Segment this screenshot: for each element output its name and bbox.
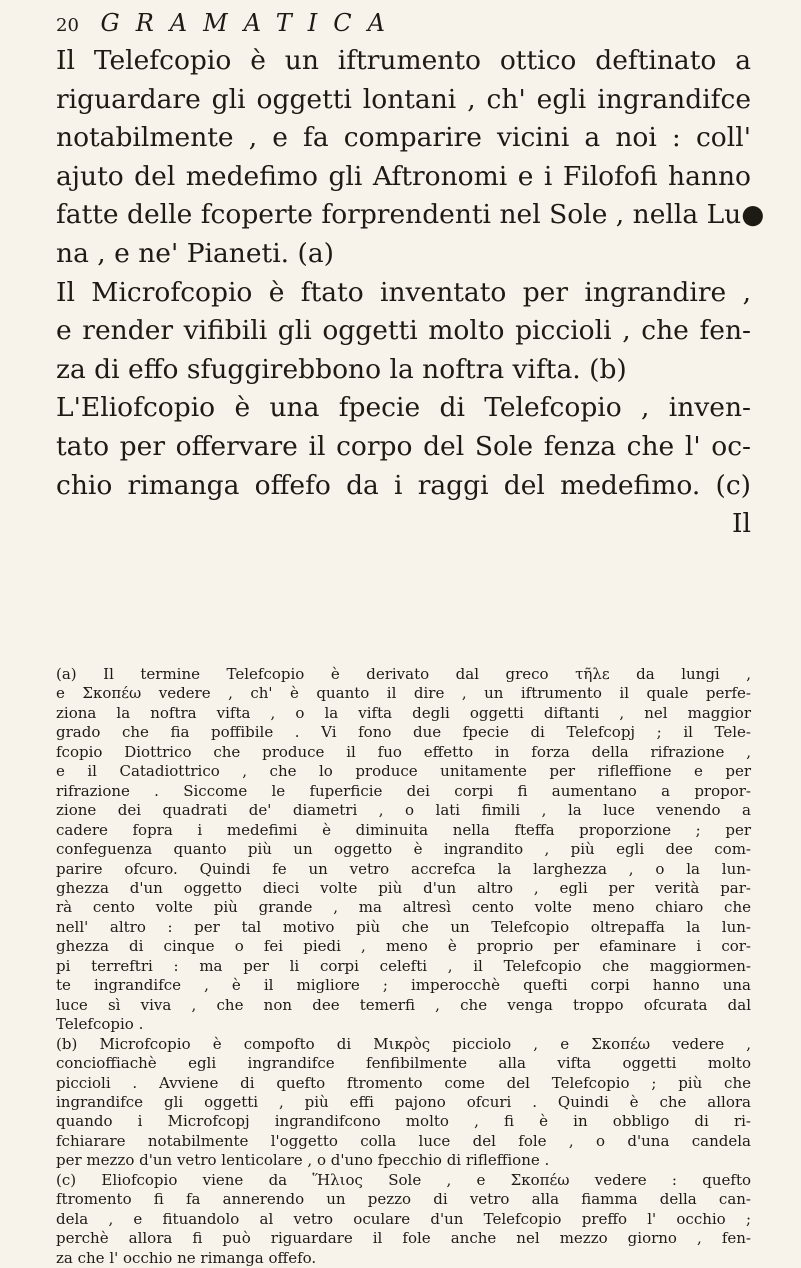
footnote-line: piccioli . Avviene di quefto ftromento come del Telefcopio ; più che bbox=[56, 1073, 751, 1092]
text-line: chio rimanga offefo da i raggi del medefimo. (c) bbox=[56, 469, 751, 501]
text-line: e render vifibili gli oggetti molto piccioli , che fen- bbox=[56, 315, 751, 347]
running-head bbox=[56, 6, 746, 43]
footnote-line: dela , e fituandolo al vetro oculare d'un Telefcopio preffo l' occhio ; bbox=[56, 1209, 751, 1228]
footnote-line: fcopio Diottrico che produce il fuo effetto in forza della rifrazione , bbox=[56, 742, 751, 761]
text-line: za di effo sfuggirebbono la noftra vifta. (b) bbox=[56, 353, 627, 385]
footnote-line: za che l' occhio ne rimanga offefo. bbox=[56, 1248, 317, 1267]
footnote-line: e Σκοπέω vedere , ch' è quanto il dire , un iftrumento il quale perfe- bbox=[56, 684, 751, 703]
footnote-line: confeguenza quanto più un oggetto è ingrandito , più egli dee com- bbox=[56, 840, 751, 859]
footnote-line: ziona la noftra vifta , o la vifta degli oggetti diftanti , nel maggior bbox=[56, 703, 751, 722]
footnote-line: cadere fopra i medefimi è diminuita nella fteffa proporzione ; per bbox=[56, 820, 751, 839]
text-line: notabilmente , e fa comparire vicini a noi : coll' bbox=[56, 122, 751, 154]
footnote-line: ghezza di cinque o fei piedi , meno è proprio per efaminare i cor- bbox=[56, 937, 751, 956]
footnote-line: ghezza d'un oggetto dieci volte più d'un altro , egli per verità par- bbox=[56, 878, 751, 897]
footnote-line: perchè allora fi può riguardare il fole anche nel mezzo giorno , fen- bbox=[56, 1229, 751, 1248]
running-title: GRAMATICA bbox=[100, 9, 401, 37]
footnote-line: nell' altro : per tal motivo più che un Telefcopio oltrepaffa la lun- bbox=[56, 917, 751, 936]
footnote-line: quando i Microfcopj ingrandifcono molto , fi è in obbligo di ri- bbox=[56, 1112, 751, 1131]
footnote-line: rà cento volte più grande , ma altresì cento volte meno chiaro che bbox=[56, 898, 751, 917]
footnote-line: (c) Eliofcopio viene da Ἥλιος Sole , e Σκοπέω vedere : quefto bbox=[56, 1170, 751, 1189]
text-line: Il Microfcopio è ftato inventato per ingrandire , bbox=[56, 276, 751, 308]
footnote-line: concioffiachè egli ingrandifce fenfibilmente alla vifta oggetti molto bbox=[56, 1054, 751, 1073]
footnote-line: luce sì viva , che non dee temerfi , che venga troppo ofcurata dal bbox=[56, 995, 751, 1014]
footnote-line: (b) Microfcopio è compofto di Μικρὸς picciolo , e Σκοπέω vedere , bbox=[56, 1034, 751, 1053]
text-line: Il Telefcopio è un iftrumento ottico deftinato a bbox=[56, 45, 751, 76]
footnote-line: zione dei quadrati de' diametri , o lati fimili , la luce venendo a bbox=[56, 801, 751, 820]
footnote-line: per mezzo d'un vetro lenticolare , o d'uno fpecchio di rifleffione . bbox=[56, 1151, 550, 1170]
text-line: fatte delle fcoperte forprendenti nel Sole , nella Lu● bbox=[56, 199, 765, 231]
footnote-line: fchiarare notabilmente l'oggetto colla luce del fole , o d'una candela bbox=[56, 1131, 751, 1150]
catchword: Il bbox=[732, 508, 751, 540]
main-text bbox=[56, 42, 765, 544]
footnotes bbox=[56, 665, 751, 1268]
footnote-line: Telefcopio . bbox=[56, 1015, 144, 1034]
page-number: 20 bbox=[56, 15, 79, 36]
text-line: riguardare gli oggetti lontani , ch' egli ingrandifce bbox=[56, 83, 751, 115]
text-line: L'Eliofcopio è una fpecie di Telefcopio , inven- bbox=[56, 392, 751, 424]
footnote-line: ftromento fi fa annerendo un pezzo di vetro alla fiamma della can- bbox=[56, 1190, 751, 1209]
footnote-line: e il Catadiottrico , che lo produce unitamente per rifleffione e per bbox=[56, 762, 751, 781]
footnote-line: ingrandifce gli oggetti , più effi pajono ofcuri . Quindi è che allora bbox=[56, 1092, 751, 1111]
footnote-line: pi terreftri : ma per li corpi celefti , il Telefcopio che maggiormen- bbox=[56, 956, 751, 975]
footnote-line: te ingrandifce , è il migliore ; imperocchè quefti corpi hanno una bbox=[56, 976, 751, 995]
footnote-line: rifrazione . Siccome le fuperficie dei corpi fi aumentano a propor- bbox=[56, 781, 751, 800]
text-line: ajuto del medefimo gli Aftronomi e i Filofofi hanno bbox=[56, 160, 751, 192]
text-line: tato per offervare il corpo del Sole fenza che l' oc- bbox=[56, 430, 751, 462]
text-line: na , e ne' Pianeti. (a) bbox=[56, 237, 335, 269]
footnote-line: (a) Il termine Telefcopio è derivato dal greco τῆλε da lungi , bbox=[56, 665, 751, 683]
footnote-line: parire ofcuro. Quindi fe un vetro accrefca la larghezza , o la lun- bbox=[56, 859, 751, 878]
footnote-line: grado che fia poffibile . Vi fono due fpecie di Telefcopj ; il Tele- bbox=[56, 723, 751, 742]
